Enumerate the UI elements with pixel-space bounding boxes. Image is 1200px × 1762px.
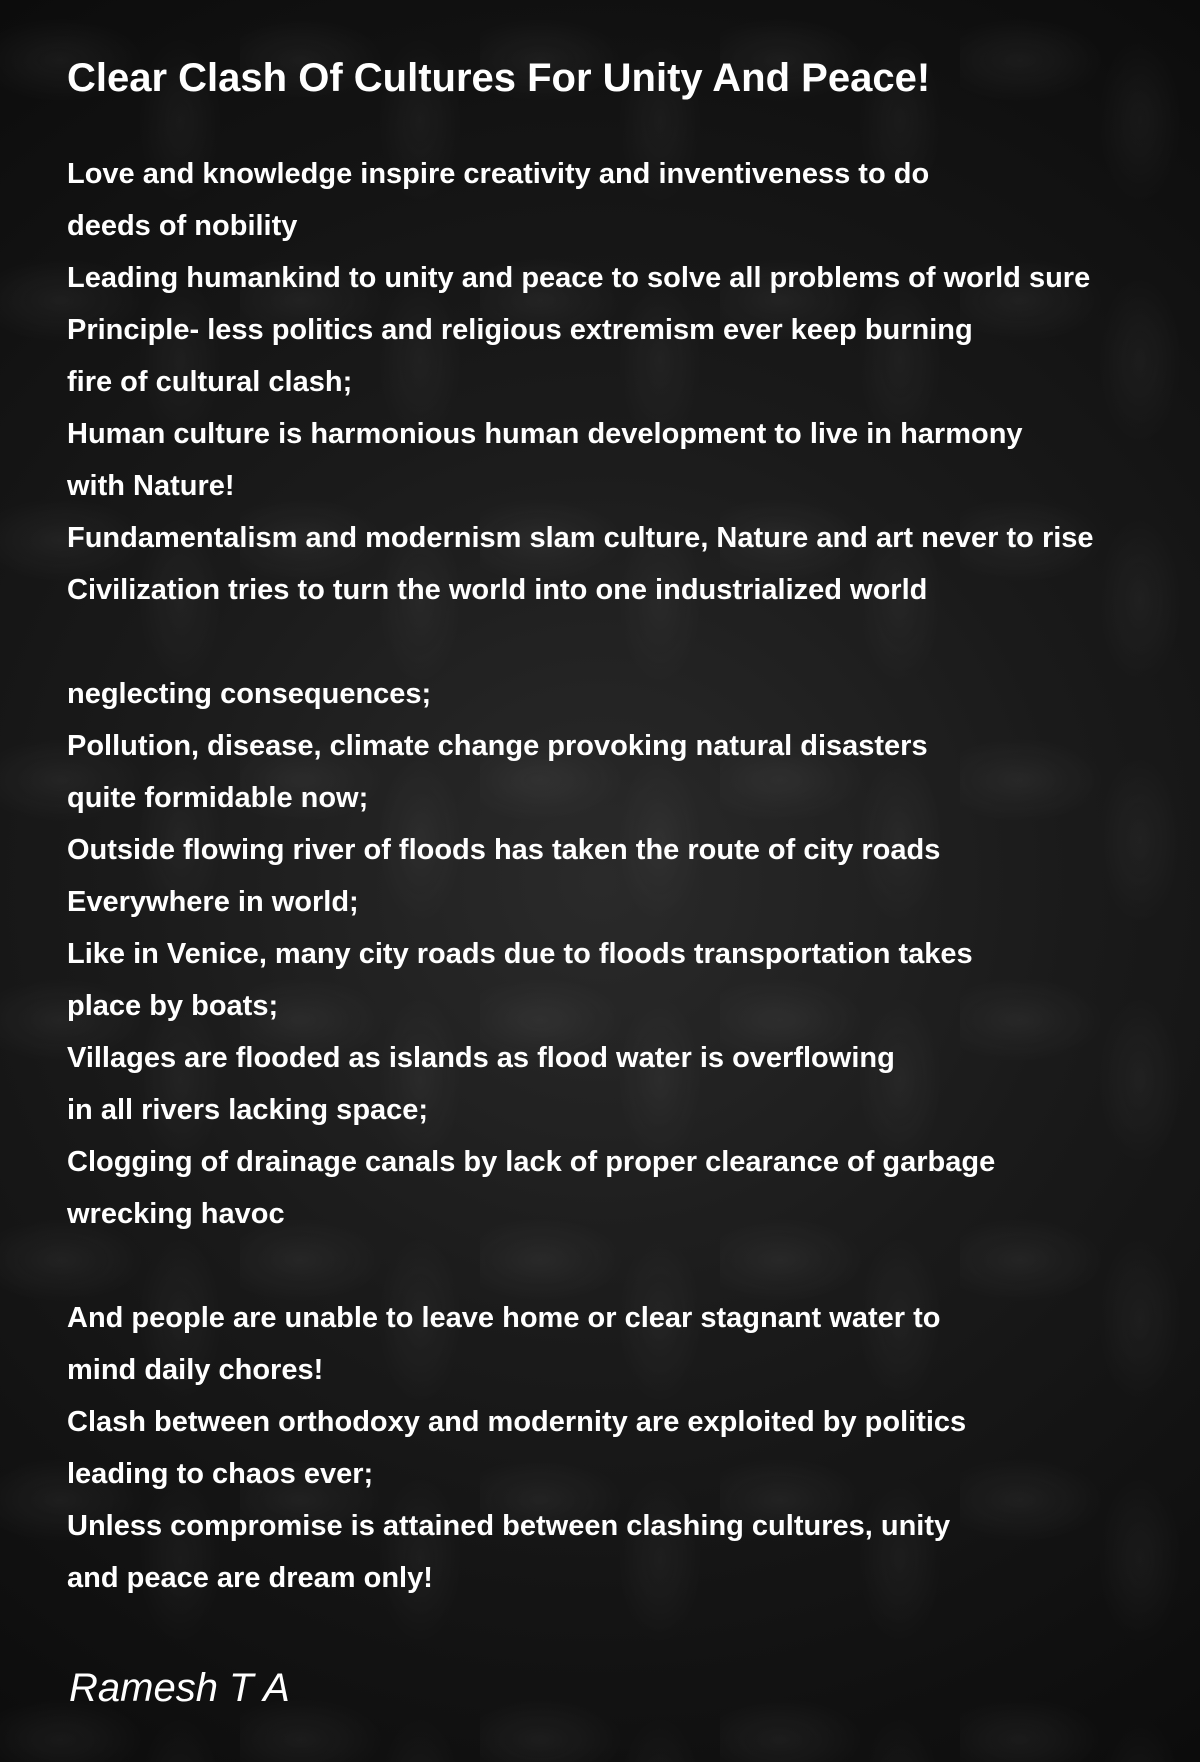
poem-line: Like in Venice, many city roads due to floods transportation takes (67, 938, 973, 970)
poem-line: Fundamentalism and modernism slam culture, Nature and art never to rise (67, 522, 1094, 554)
poem-line: Clogging of drainage canals by lack of proper clearance of garbage (67, 1146, 996, 1178)
poem-line: neglecting consequences; (67, 678, 432, 710)
poem-line: fire of cultural clash; (67, 366, 353, 398)
poem-line: quite formidable now; (67, 782, 369, 814)
poem-line: Principle- less politics and religious extremism ever keep burning (67, 314, 973, 346)
stanza-break (67, 616, 1094, 668)
poem-line: Leading humankind to unity and peace to solve all problems of world sure (67, 262, 1091, 294)
poem-title: Clear Clash Of Cultures For Unity And Peace! (67, 56, 931, 100)
poem-line: Villages are flooded as islands as flood water is overflowing (67, 1042, 895, 1074)
poem-line: Unless compromise is attained between clashing cultures, unity (67, 1510, 951, 1542)
poem-line: Human culture is harmonious human development to live in harmony (67, 418, 1023, 450)
poem-line: Pollution, disease, climate change provoking natural disasters (67, 730, 928, 762)
poem-author: Ramesh T A (69, 1666, 290, 1710)
poem-line: Everywhere in world; (67, 886, 359, 918)
poem-line: wrecking havoc (67, 1198, 285, 1230)
poem-line: leading to chaos ever; (67, 1458, 374, 1490)
stanza-break (67, 1240, 1094, 1292)
poem-body (67, 148, 1094, 1604)
poem-line: Outside flowing river of floods has taken the route of city roads (67, 834, 941, 866)
poem-line: And people are unable to leave home or clear stagnant water to (67, 1302, 941, 1334)
poem-line: Love and knowledge inspire creativity and inventiveness to do (67, 158, 930, 190)
poem-line: Civilization tries to turn the world into one industrialized world (67, 574, 928, 606)
poem-line: place by boats; (67, 990, 279, 1022)
poem-line: with Nature! (67, 470, 235, 502)
poem-line: deeds of nobility (67, 210, 298, 242)
poem-line: mind daily chores! (67, 1354, 324, 1386)
poem-line: in all rivers lacking space; (67, 1094, 429, 1126)
poem-line: and peace are dream only! (67, 1562, 433, 1594)
poem-line: Clash between orthodoxy and modernity are exploited by politics (67, 1406, 967, 1438)
